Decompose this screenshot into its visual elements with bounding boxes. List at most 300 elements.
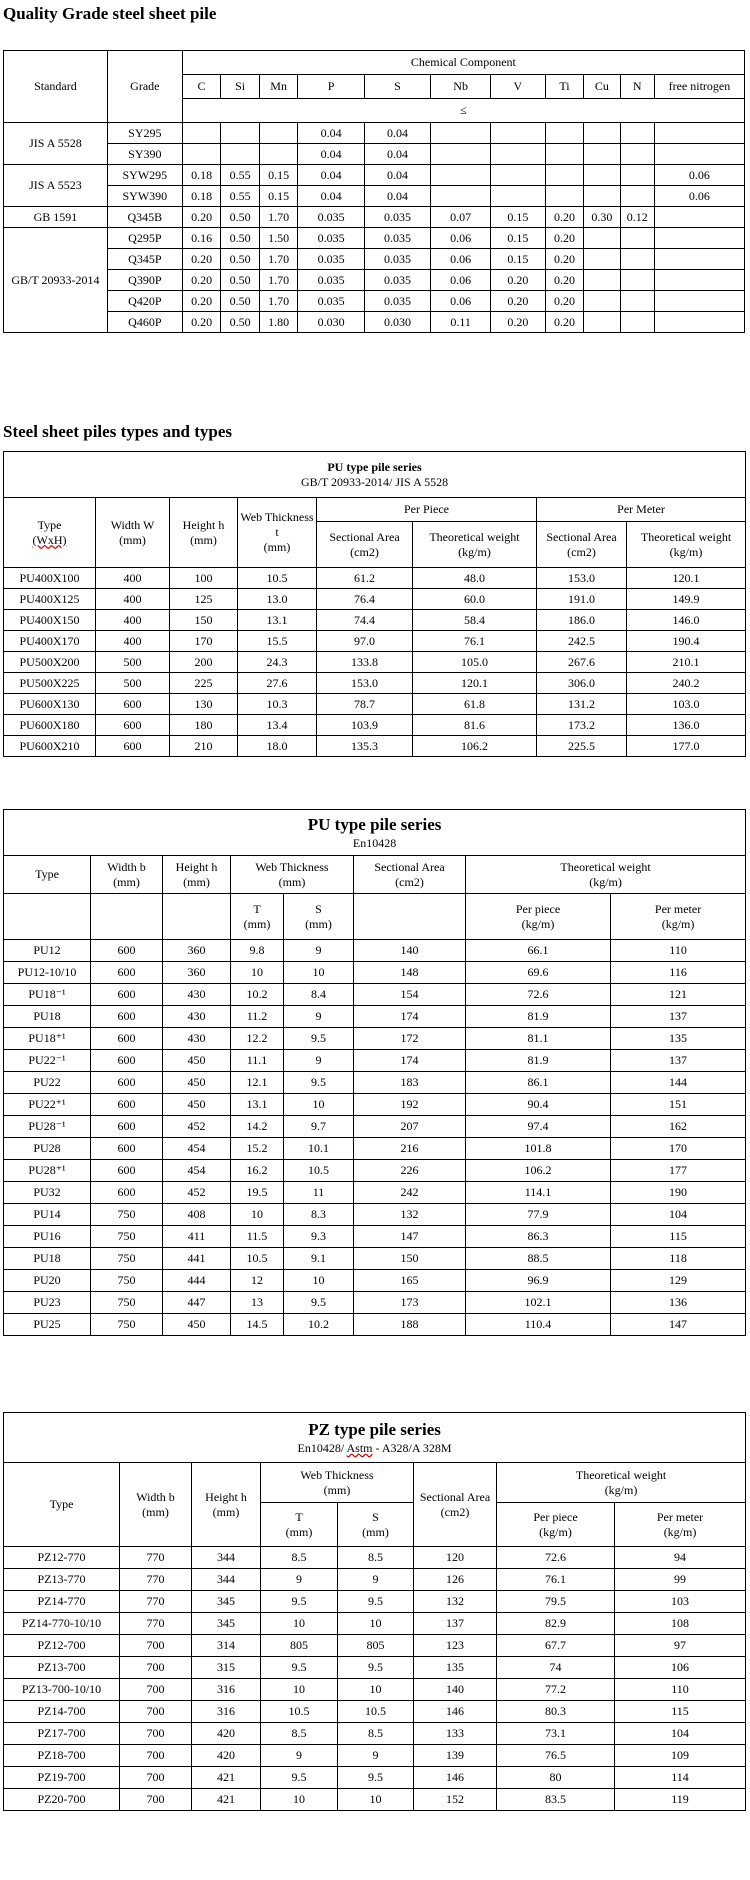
value-cell: 24.3 — [238, 652, 317, 673]
value-cell: 420 — [192, 1723, 261, 1745]
value-cell: 80 — [497, 1767, 615, 1789]
value-cell: 242.5 — [537, 631, 627, 652]
value-cell: 770 — [120, 1613, 192, 1635]
value-cell: 136.0 — [627, 715, 746, 736]
t-label: T — [253, 901, 261, 916]
value-cell: 129 — [611, 1270, 746, 1292]
value-cell: 0.20 — [182, 312, 221, 333]
value-cell: 0.04 — [364, 186, 430, 207]
value-cell: 200 — [170, 652, 238, 673]
value-cell: 108 — [615, 1613, 746, 1635]
table-row — [4, 1226, 746, 1248]
value-cell: 114 — [615, 1767, 746, 1789]
pp-area-header — [317, 522, 413, 568]
value-cell — [620, 228, 654, 249]
value-cell: 119 — [615, 1789, 746, 1811]
s-header — [338, 1503, 414, 1547]
height-unit: (mm) — [183, 874, 210, 889]
pz-width-header — [120, 1463, 192, 1547]
type-cell: PZ14-770-10/10 — [4, 1613, 120, 1635]
chemical-component-header: Chemical Component — [182, 51, 744, 75]
table-row — [4, 144, 745, 165]
value-cell: 81.9 — [466, 1050, 611, 1072]
value-cell: 123 — [414, 1635, 497, 1657]
table-row — [4, 1569, 746, 1591]
web-label: Web Thickness t — [240, 510, 314, 539]
quality-table — [3, 50, 745, 333]
value-cell: 132 — [354, 1204, 466, 1226]
table-row — [4, 736, 746, 757]
value-cell: 103.9 — [317, 715, 413, 736]
value-cell: 153.0 — [317, 673, 413, 694]
height-unit: (mm) — [212, 1504, 240, 1519]
table-row — [4, 1635, 746, 1657]
pu-gbt-web-header — [238, 498, 317, 568]
value-cell: 0.035 — [298, 249, 364, 270]
value-cell: 452 — [163, 1182, 231, 1204]
value-cell: 11 — [284, 1182, 354, 1204]
value-cell: 74 — [497, 1657, 615, 1679]
value-cell: 315 — [192, 1657, 261, 1679]
value-cell: 60.0 — [413, 589, 537, 610]
web-label: Web Thickness — [300, 1467, 374, 1482]
pu-gbt-table — [3, 451, 746, 757]
pu-en-type-header: Type — [4, 856, 91, 894]
type-cell: PU23 — [4, 1292, 91, 1314]
value-cell: 11.2 — [231, 1006, 284, 1028]
type-cell: PZ12-700 — [4, 1635, 120, 1657]
value-cell: 750 — [91, 1314, 163, 1336]
value-cell: 9.5 — [261, 1767, 338, 1789]
value-cell: 10.5 — [284, 1160, 354, 1182]
value-cell: 700 — [120, 1657, 192, 1679]
value-cell: 600 — [96, 694, 170, 715]
value-cell: 8.5 — [338, 1547, 414, 1569]
value-cell: 447 — [163, 1292, 231, 1314]
weight-unit: (kg/m) — [604, 1482, 638, 1497]
weight-label: Theoretical weight — [575, 1467, 667, 1482]
value-cell: 0.04 — [364, 123, 430, 144]
type-cell: PU400X100 — [4, 568, 96, 589]
value-cell — [620, 186, 654, 207]
table-row — [4, 1094, 746, 1116]
grade-cell: SYW390 — [107, 186, 182, 207]
grade-cell: SY390 — [107, 144, 182, 165]
value-cell: 700 — [120, 1745, 192, 1767]
per-piece-header — [497, 1503, 615, 1547]
value-cell: 94 — [615, 1547, 746, 1569]
table-row — [4, 652, 746, 673]
type-cell: PU18 — [4, 1006, 91, 1028]
value-cell: 0.06 — [431, 291, 491, 312]
value-cell: 101.8 — [466, 1138, 611, 1160]
value-cell: 76.1 — [413, 631, 537, 652]
value-cell: 0.15 — [259, 186, 298, 207]
value-cell: 10.2 — [231, 984, 284, 1006]
value-cell — [431, 186, 491, 207]
pu-en-height-header — [163, 856, 231, 894]
per-piece-label: Per piece — [533, 1509, 578, 1524]
value-cell: 154 — [354, 984, 466, 1006]
value-cell: 441 — [163, 1248, 231, 1270]
value-cell: 600 — [91, 940, 163, 962]
value-cell: 805 — [261, 1635, 338, 1657]
value-cell: 0.11 — [431, 312, 491, 333]
value-cell — [620, 270, 654, 291]
type-cell: PU28⁺¹ — [4, 1160, 91, 1182]
type-cell: PU400X125 — [4, 589, 96, 610]
value-cell — [620, 291, 654, 312]
value-cell: 0.15 — [491, 207, 546, 228]
value-cell: 174 — [354, 1006, 466, 1028]
value-cell: 165 — [354, 1270, 466, 1292]
value-cell: 9.8 — [231, 940, 284, 962]
type-label: Type — [37, 517, 62, 532]
table-row — [4, 694, 746, 715]
per-piece-label: Per piece — [515, 901, 561, 916]
value-cell: 0.06 — [431, 228, 491, 249]
value-cell: 73.1 — [497, 1723, 615, 1745]
element-header: Cu — [584, 75, 620, 99]
value-cell: 600 — [91, 984, 163, 1006]
table-row — [4, 610, 746, 631]
weight-unit: (kg/m) — [458, 544, 491, 559]
value-cell — [584, 186, 620, 207]
pu-gbt-height-header — [170, 498, 238, 568]
value-cell: 174 — [354, 1050, 466, 1072]
per-meter-header — [611, 894, 746, 940]
value-cell: 0.55 — [221, 165, 260, 186]
element-header: Nb — [431, 75, 491, 99]
web-unit: (mm) — [263, 540, 291, 554]
value-cell: 188 — [354, 1314, 466, 1336]
value-cell: 118 — [611, 1248, 746, 1270]
value-cell: 750 — [91, 1248, 163, 1270]
value-cell: 104 — [615, 1723, 746, 1745]
value-cell: 144 — [611, 1072, 746, 1094]
value-cell: 0.20 — [182, 207, 221, 228]
value-cell: 10 — [231, 962, 284, 984]
value-cell: 750 — [91, 1226, 163, 1248]
value-cell: 770 — [120, 1547, 192, 1569]
value-cell: 10 — [338, 1679, 414, 1701]
table-row — [4, 962, 746, 984]
value-cell: 110 — [615, 1679, 746, 1701]
value-cell: 152 — [414, 1789, 497, 1811]
value-cell: 600 — [91, 1182, 163, 1204]
pu-en-web-header — [231, 856, 354, 894]
value-cell: 267.6 — [537, 652, 627, 673]
type-cell: PU600X210 — [4, 736, 96, 757]
value-cell — [491, 123, 546, 144]
value-cell: 0.20 — [491, 291, 546, 312]
area-label: Sectional Area — [419, 1489, 491, 1504]
value-cell: 600 — [91, 1050, 163, 1072]
value-cell: 8.5 — [338, 1723, 414, 1745]
value-cell: 210.1 — [627, 652, 746, 673]
table-row — [4, 1050, 746, 1072]
value-cell — [654, 270, 744, 291]
value-cell — [654, 249, 744, 270]
grade-cell: Q390P — [107, 270, 182, 291]
value-cell: 72.6 — [497, 1547, 615, 1569]
value-cell: 0.06 — [654, 165, 744, 186]
width-label: Width W — [110, 517, 155, 532]
value-cell: 8.5 — [261, 1547, 338, 1569]
type-cell: PZ17-700 — [4, 1723, 120, 1745]
value-cell: 450 — [163, 1094, 231, 1116]
value-cell: 10.5 — [338, 1701, 414, 1723]
value-cell — [221, 123, 260, 144]
value-cell: 12 — [231, 1270, 284, 1292]
per-piece-header — [466, 894, 611, 940]
pu-en-title: PU type pile series — [307, 815, 442, 835]
value-cell: 0.04 — [298, 144, 364, 165]
type-cell: PZ13-770 — [4, 1569, 120, 1591]
value-cell: 86.1 — [466, 1072, 611, 1094]
pz-web-header — [261, 1463, 414, 1503]
value-cell: 400 — [96, 589, 170, 610]
type-cell: PU22⁻¹ — [4, 1050, 91, 1072]
type-cell: PU600X130 — [4, 694, 96, 715]
type-cell: PZ19-700 — [4, 1767, 120, 1789]
value-cell: 0.15 — [259, 165, 298, 186]
value-cell: 0.15 — [491, 228, 546, 249]
pu-en-width-header — [91, 856, 163, 894]
element-header: Si — [221, 75, 260, 99]
value-cell: 9.5 — [284, 1072, 354, 1094]
value-cell: 76.1 — [497, 1569, 615, 1591]
height-unit: (mm) — [190, 532, 217, 547]
value-cell: 80.3 — [497, 1701, 615, 1723]
element-header: free nitrogen — [654, 75, 744, 99]
value-cell: 8.3 — [284, 1204, 354, 1226]
s-header — [284, 894, 354, 940]
value-cell — [584, 228, 620, 249]
pu-en-subtitle: En10428 — [352, 835, 397, 850]
value-cell: 173 — [354, 1292, 466, 1314]
value-cell: 132 — [414, 1591, 497, 1613]
type-cell: PU12-10/10 — [4, 962, 91, 984]
value-cell: 99 — [615, 1569, 746, 1591]
value-cell: 76.5 — [497, 1745, 615, 1767]
value-cell: 225 — [170, 673, 238, 694]
value-cell — [654, 207, 744, 228]
value-cell: 600 — [91, 1028, 163, 1050]
table-row — [4, 291, 745, 312]
value-cell: 81.6 — [413, 715, 537, 736]
pz-table — [3, 1412, 746, 1811]
per-meter-unit: (kg/m) — [663, 1524, 697, 1539]
area-label: Sectional Area — [546, 529, 617, 544]
value-cell: 600 — [96, 736, 170, 757]
value-cell: 750 — [91, 1270, 163, 1292]
s-label: S — [372, 1509, 379, 1524]
element-header: V — [491, 75, 546, 99]
width-label: Width b — [136, 1489, 175, 1504]
value-cell — [620, 249, 654, 270]
table-row — [4, 984, 746, 1006]
value-cell: 344 — [192, 1547, 261, 1569]
value-cell — [654, 123, 744, 144]
value-cell: 137 — [611, 1050, 746, 1072]
quality-title: Quality Grade steel sheet pile — [3, 4, 217, 23]
type-cell: PU22⁺¹ — [4, 1094, 91, 1116]
grade-cell: SYW295 — [107, 165, 182, 186]
value-cell: 0.20 — [545, 312, 584, 333]
blank-cell — [354, 894, 466, 940]
value-cell: 700 — [120, 1723, 192, 1745]
value-cell: 10.5 — [231, 1248, 284, 1270]
value-cell: 0.50 — [221, 270, 260, 291]
value-cell: 16.2 — [231, 1160, 284, 1182]
value-cell: 88.5 — [466, 1248, 611, 1270]
value-cell: 148 — [354, 962, 466, 984]
value-cell: 0.20 — [182, 270, 221, 291]
value-cell: 153.0 — [537, 568, 627, 589]
value-cell — [584, 144, 620, 165]
value-cell: 61.8 — [413, 694, 537, 715]
value-cell: 314 — [192, 1635, 261, 1657]
per-meter-unit: (kg/m) — [661, 916, 695, 931]
value-cell: 67.7 — [497, 1635, 615, 1657]
value-cell: 126 — [414, 1569, 497, 1591]
value-cell: 10.5 — [261, 1701, 338, 1723]
type-cell: PU32 — [4, 1182, 91, 1204]
value-cell: 0.20 — [491, 312, 546, 333]
value-cell: 109 — [615, 1745, 746, 1767]
value-cell: 177.0 — [627, 736, 746, 757]
value-cell: 186.0 — [537, 610, 627, 631]
type-cell: PU16 — [4, 1226, 91, 1248]
pu-gbt-width-header — [96, 498, 170, 568]
type-cell: PU12 — [4, 940, 91, 962]
table-row — [4, 1613, 746, 1635]
value-cell: 0.035 — [298, 228, 364, 249]
pz-subtitle-a: En10428/ — [297, 1440, 347, 1455]
value-cell: 76.4 — [317, 589, 413, 610]
value-cell: 0.035 — [298, 207, 364, 228]
value-cell: 0.030 — [364, 312, 430, 333]
value-cell — [545, 165, 584, 186]
value-cell: 172 — [354, 1028, 466, 1050]
blank-cell — [91, 894, 163, 940]
element-header: P — [298, 75, 364, 99]
value-cell: 408 — [163, 1204, 231, 1226]
value-cell: 97.4 — [466, 1116, 611, 1138]
less-equal-symbol: ≤ — [182, 99, 744, 123]
pp-weight-header — [413, 522, 537, 568]
value-cell — [259, 123, 298, 144]
value-cell: 0.035 — [298, 270, 364, 291]
value-cell: 13 — [231, 1292, 284, 1314]
value-cell: 430 — [163, 1006, 231, 1028]
value-cell: 104 — [611, 1204, 746, 1226]
value-cell: 0.12 — [620, 207, 654, 228]
table-row — [4, 1006, 746, 1028]
value-cell: 190 — [611, 1182, 746, 1204]
value-cell — [620, 165, 654, 186]
table-row — [4, 1270, 746, 1292]
value-cell: 210 — [170, 736, 238, 757]
value-cell: 0.20 — [545, 228, 584, 249]
value-cell: 48.0 — [413, 568, 537, 589]
value-cell: 700 — [120, 1789, 192, 1811]
table-row — [4, 1745, 746, 1767]
value-cell: 226 — [354, 1160, 466, 1182]
value-cell: 600 — [96, 715, 170, 736]
value-cell: 0.20 — [491, 270, 546, 291]
value-cell: 0.50 — [221, 228, 260, 249]
type-cell: PZ13-700 — [4, 1657, 120, 1679]
value-cell: 0.20 — [545, 207, 584, 228]
value-cell — [545, 186, 584, 207]
value-cell: 180 — [170, 715, 238, 736]
grade-cell: Q420P — [107, 291, 182, 312]
standard-cell: GB 1591 — [4, 207, 108, 228]
value-cell: 0.50 — [221, 249, 260, 270]
value-cell: 106 — [615, 1657, 746, 1679]
value-cell: 137 — [414, 1613, 497, 1635]
value-cell: 0.18 — [182, 186, 221, 207]
value-cell: 81.1 — [466, 1028, 611, 1050]
value-cell: 139 — [414, 1745, 497, 1767]
value-cell — [654, 228, 744, 249]
table-row — [4, 1182, 746, 1204]
standard-cell: JIS A 5523 — [4, 165, 108, 207]
value-cell: 162 — [611, 1116, 746, 1138]
type-cell: PU18⁻¹ — [4, 984, 91, 1006]
value-cell: 106.2 — [413, 736, 537, 757]
standard-header: Standard — [4, 51, 108, 123]
value-cell — [654, 291, 744, 312]
width-label: Width b — [107, 859, 146, 874]
type-cell: PZ14-700 — [4, 1701, 120, 1723]
value-cell: 0.18 — [182, 165, 221, 186]
per-meter-label: Per meter — [654, 901, 702, 916]
value-cell: 400 — [96, 610, 170, 631]
value-cell: 10 — [284, 1094, 354, 1116]
height-label: Height h — [175, 859, 218, 874]
value-cell: 150 — [170, 610, 238, 631]
table-row — [4, 1657, 746, 1679]
per-piece-unit: (kg/m) — [539, 1524, 572, 1539]
value-cell: 0.20 — [545, 249, 584, 270]
grade-cell: Q345B — [107, 207, 182, 228]
value-cell: 420 — [192, 1745, 261, 1767]
value-cell — [491, 144, 546, 165]
weight-label: Theoretical weight — [560, 859, 651, 874]
table-row — [4, 1138, 746, 1160]
value-cell: 0.06 — [654, 186, 744, 207]
value-cell — [584, 123, 620, 144]
per-meter-header — [615, 1503, 746, 1547]
type-cell: PZ18-700 — [4, 1745, 120, 1767]
table-row — [4, 123, 745, 144]
pz-subtitle-c: - A328/A 328M — [372, 1440, 452, 1455]
value-cell: 0.06 — [431, 270, 491, 291]
pu-en-weight-header — [466, 856, 746, 894]
value-cell: 15.2 — [231, 1138, 284, 1160]
table-row — [4, 715, 746, 736]
table-row — [4, 568, 746, 589]
table-row — [4, 940, 746, 962]
value-cell: 147 — [611, 1314, 746, 1336]
value-cell — [654, 144, 744, 165]
value-cell: 9.5 — [338, 1591, 414, 1613]
value-cell: 90.4 — [466, 1094, 611, 1116]
value-cell: 133 — [414, 1723, 497, 1745]
